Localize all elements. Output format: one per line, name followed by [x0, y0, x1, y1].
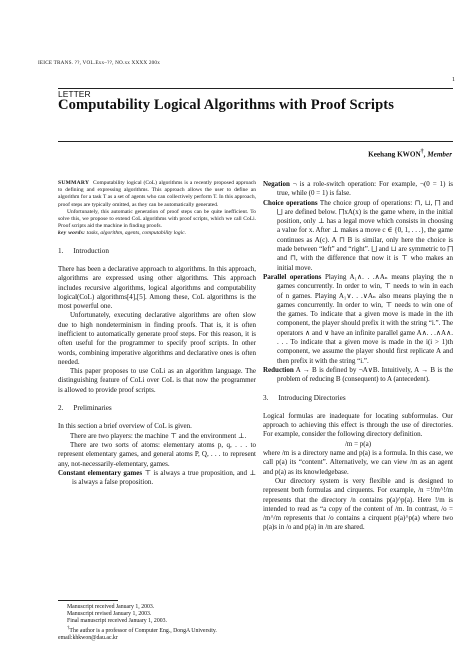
footnote-final: Final manuscript received January 1, 2003. [67, 618, 167, 625]
term: Parallel operations [263, 272, 322, 281]
abstract-paragraph-2: Unfortunately, this automatic generation of proof steps can be quite inefficient. To solve this, we propose to extend CoL algorithms with proof scripts, which we call CoLi. Proof scripts aid the machine in finding proofs. [58, 208, 256, 230]
directory-equation: /m = p(a) [344, 439, 372, 448]
definition-text: A → B is defined by ¬A∨B. Intuitively, A → B is the problem of reducing B (consequent) to A (antecedent). [277, 365, 453, 384]
section-3-heading [263, 394, 453, 403]
keywords: tasks, algorithm, agents, computability logic. [86, 230, 186, 237]
section-2-heading [58, 404, 256, 413]
definition-text: The choice group of operations: ⊓, ⊔, ⨅ and ⨆ are defined below. ⨅xA(x) is the game where, in the initial position, only ⊥ has a legal move which consists in choosing a value for x. After ⊥ makes a move c ∈ {0, 1, . . .}, the game continues as A(c). A ⊓ B is similar, only here the choice is made between “left” and “right”. ⨆ and ⊔ are symmetric to ⨅ and ⊓, with the difference that now it is ⊤ who makes an initial move. [277, 198, 453, 272]
intro-paragraph-1: There has been a declarative approach to algorithms. In this approach, algorithms are expressed using other algorithms. This approach includes recursive algorithms, logical algorithms and computability logical(CoL) algorithms[4],[5]. Among these, CoL algorithms is the most powerful one. [58, 264, 256, 311]
left-column [58, 180, 256, 487]
footnote-author [58, 625, 256, 642]
directories-paragraph-1: Logical formulas are inadequate for locating subformulas. Our approach to achieving this effect is through the use of directories. For example, consider the following directory definition. [263, 411, 453, 439]
title-rule [58, 141, 453, 142]
abstract [58, 180, 256, 238]
intro-paragraph-2: Unfortunately, executing declarative algorithms are often slow due to high nondeterminism in finding proofs. That is, it is often inefficient to automatically generate proof steps. For this reason, it is often useful for the programmer to specify proof scripts. In other words, combining imperative algorithms and declarative ones is often needed. [58, 311, 256, 366]
footnote-mark: † [67, 626, 70, 632]
footnote-revised: Manuscript revised January 1, 2003. [67, 611, 152, 618]
directories-paragraph-3: Our directory system is very flexible and is designed to represent both formulas and cirquents. For example, /n =!/m^!/m represents that the directory /n contains p(a)^p(a). Here !/m is intended to read as “a copy of the content of /m. In contrast, /o = /m^/m represents that /o contains a cirquent p(a)^p(a) where two p(a)s in /o and p(a) in /m are shared. [263, 476, 453, 532]
article-type-label: LETTER [58, 89, 91, 99]
keywords-label: key words: [58, 230, 86, 237]
choice-definition [263, 199, 453, 273]
section-number: 2. [58, 404, 64, 413]
footnote-author-text: The author is a professor of Computer Eng., DongA University. email:khkwon@dau.ac.kr [58, 628, 217, 642]
footnote-rule [58, 600, 118, 601]
abstract-label: SUMMARY [58, 180, 90, 186]
term: Choice operations [263, 198, 318, 207]
section-title: Introduction [73, 246, 109, 255]
prelim-paragraph-1: In this section a brief overview of CoL is given. [58, 422, 192, 431]
section-title: Preliminaries [73, 404, 112, 413]
definition-text: Playing A₁∧. . .∧Aₙ means playing the n games concurrently. In order to win, ⊤ needs to win in each of n games. Playing A₁∨. . .∨Aₙ also means playing the n games concurrently. In order to win, ⊤ needs to win one of the games. To indicate that a given move is made in the ith component, the player should prefix it with the string “i.”. The operators ∧ and ∨ have an infinite parallel game A∧. . .∧A∧. . . . To indicate that a given move is made in the i(i > 1)th component, we assume the player should first replicate A and then prefix it with the string “i.”. [277, 272, 454, 365]
author-footnote-mark: † [420, 149, 424, 155]
section-title: Introducing Directories [278, 393, 346, 402]
paper-title: Computability Logical Algorithms with Proof Scripts [58, 97, 395, 113]
term: Negation [263, 180, 290, 188]
author-role: Member [427, 150, 452, 159]
reduction-definition [263, 366, 453, 385]
author-name: Keehang KWON [368, 150, 421, 159]
directories-paragraph-2: where /m is a directory name and p(a) is a formula. In this case, we call p(a) its “content”. Alternatively, we can view /m as an agent and p(a) as its knowledgebase. [263, 449, 453, 476]
footnote-received: Manuscript received January 1, 2003. [67, 604, 155, 610]
footnotes [58, 600, 256, 642]
section-number: 1. [58, 246, 64, 255]
prelim-paragraph-2: There are two players: the machine ⊤ and the environment ⊥. [70, 431, 247, 440]
section-number: 3. [263, 393, 269, 402]
abstract-paragraph-1: Computability logical (CoL) algorithms is a recently proposed approach to defining and expressing algorithms. This approach allows the user to define an algorithm for a task T as a set of agents who can collectively perform T. In this approach, proof steps are typically omitted, as they can be automatically generated. [58, 180, 256, 208]
top-rule [58, 88, 453, 89]
definition-text: ¬ is a role-switch operation: For example, ¬(0 = 1) is true, while (0 = 1) is false. [277, 180, 453, 198]
constant-games-definition [58, 469, 256, 488]
definition-text: ⊤ is always a true proposition, and ⊥ is always a false proposition. [72, 468, 257, 487]
author-line: Keehang KWON†, Member [368, 149, 452, 159]
right-column [263, 180, 453, 533]
intro-paragraph-3: This paper proposes to use CoLi as an algorithm language. The distinguishing feature of CoLi over CoL is that now the programmer is allowed to provide proof scripts. [58, 367, 256, 394]
page-number: 1 [452, 77, 455, 83]
prelim-paragraph-3: There are two sorts of atoms: elementary atoms p, q, . . . to represent elementary games, and general atoms P, Q, . . . to represent any, not-necessarily-elementary, games. [58, 440, 256, 468]
negation-definition [263, 180, 453, 199]
section-1-heading [58, 247, 256, 256]
term: Constant elementary games [58, 468, 143, 477]
term: Reduction [263, 365, 294, 374]
parallel-definition [263, 273, 453, 366]
running-head: IEICE TRANS. ??, VOL.Exx–??, NO.xx XXXX 200x [38, 60, 160, 66]
